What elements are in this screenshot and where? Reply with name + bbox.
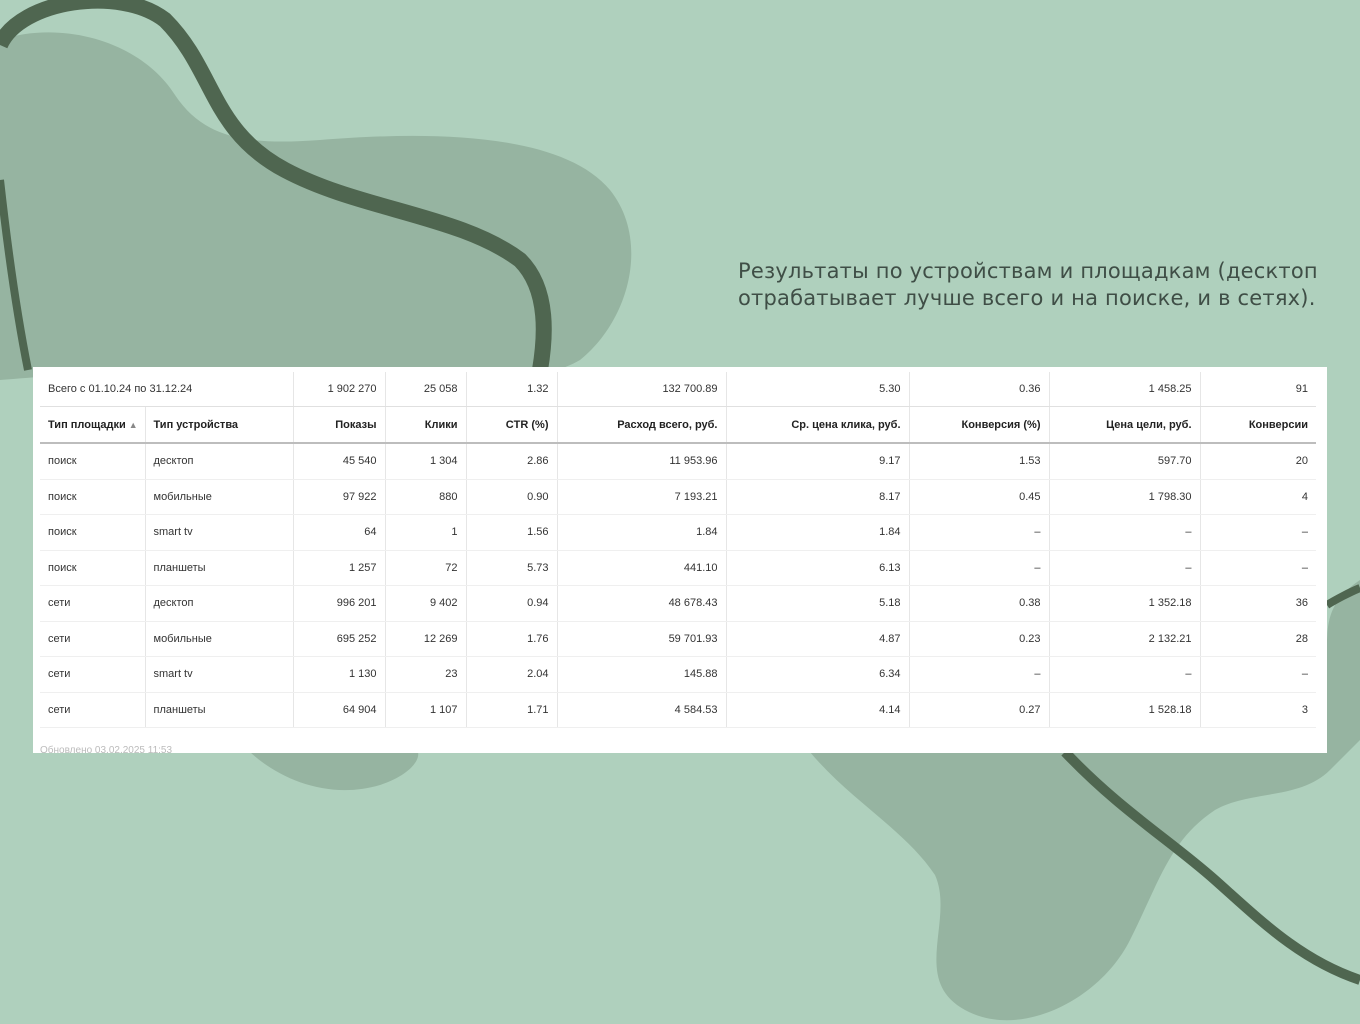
cell-goal-cost: 1 798.30 <box>1049 479 1200 515</box>
caption-line-2: отрабатывает лучше всего и на поиске, и в сетях). <box>738 286 1316 310</box>
cell-spend: 441.10 <box>557 550 726 586</box>
total-ctr: 1.32 <box>466 372 557 407</box>
cell-avg-cpc: 8.17 <box>726 479 909 515</box>
cell-spend: 1.84 <box>557 515 726 551</box>
cell-conversion-rate: – <box>909 657 1049 693</box>
cell-conversions: 20 <box>1200 443 1316 479</box>
column-header-clicks[interactable]: Клики <box>385 407 466 444</box>
total-clicks: 25 058 <box>385 372 466 407</box>
cell-platform-type: сети <box>40 586 145 622</box>
updated-note: Обновлено 03.02.2025 11:53 <box>40 745 173 753</box>
cell-impressions: 64 <box>293 515 385 551</box>
cell-clicks: 12 269 <box>385 621 466 657</box>
cell-device-type: десктоп <box>145 586 293 622</box>
cell-ctr: 1.56 <box>466 515 557 551</box>
cell-platform-type: поиск <box>40 479 145 515</box>
report-table <box>40 372 1316 728</box>
totals-label: Всего с 01.10.24 по 31.12.24 <box>40 372 293 407</box>
column-header-ctr[interactable]: CTR (%) <box>466 407 557 444</box>
cell-goal-cost: 1 528.18 <box>1049 692 1200 728</box>
table-row <box>40 621 1316 657</box>
cell-avg-cpc: 4.87 <box>726 621 909 657</box>
cell-spend: 48 678.43 <box>557 586 726 622</box>
cell-impressions: 97 922 <box>293 479 385 515</box>
cell-avg-cpc: 6.13 <box>726 550 909 586</box>
cell-impressions: 996 201 <box>293 586 385 622</box>
cell-avg-cpc: 6.34 <box>726 657 909 693</box>
cell-device-type: smart tv <box>145 657 293 693</box>
cell-clicks: 1 304 <box>385 443 466 479</box>
column-header-avg-cpc[interactable]: Ср. цена клика, руб. <box>726 407 909 444</box>
cell-impressions: 45 540 <box>293 443 385 479</box>
cell-device-type: десктоп <box>145 443 293 479</box>
table-row <box>40 479 1316 515</box>
table-row <box>40 515 1316 551</box>
total-conversions: 91 <box>1200 372 1316 407</box>
cell-clicks: 880 <box>385 479 466 515</box>
cell-conversions: – <box>1200 515 1316 551</box>
total-avg-cpc: 5.30 <box>726 372 909 407</box>
cell-conversion-rate: – <box>909 515 1049 551</box>
cell-conversions: – <box>1200 657 1316 693</box>
cell-goal-cost: 2 132.21 <box>1049 621 1200 657</box>
caption-line-1: Результаты по устройствам и площадкам (десктоп <box>738 259 1318 283</box>
cell-device-type: планшеты <box>145 550 293 586</box>
cell-platform-type: поиск <box>40 443 145 479</box>
cell-spend: 11 953.96 <box>557 443 726 479</box>
table-row <box>40 443 1316 479</box>
cell-spend: 59 701.93 <box>557 621 726 657</box>
cell-impressions: 695 252 <box>293 621 385 657</box>
cell-ctr: 0.90 <box>466 479 557 515</box>
table-row <box>40 586 1316 622</box>
cell-impressions: 64 904 <box>293 692 385 728</box>
cell-device-type: мобильные <box>145 479 293 515</box>
cell-goal-cost: 1 352.18 <box>1049 586 1200 622</box>
column-header-impressions[interactable]: Показы <box>293 407 385 444</box>
cell-spend: 145.88 <box>557 657 726 693</box>
cell-platform-type: сети <box>40 657 145 693</box>
cell-clicks: 23 <box>385 657 466 693</box>
caption <box>738 258 1338 312</box>
column-header-spend[interactable]: Расход всего, руб. <box>557 407 726 444</box>
cell-impressions: 1 257 <box>293 550 385 586</box>
cell-platform-type: сети <box>40 692 145 728</box>
cell-avg-cpc: 1.84 <box>726 515 909 551</box>
cell-conversion-rate: 0.23 <box>909 621 1049 657</box>
sort-ascending-icon: ▲ <box>128 419 138 430</box>
total-spend: 132 700.89 <box>557 372 726 407</box>
cell-device-type: планшеты <box>145 692 293 728</box>
cell-platform-type: поиск <box>40 515 145 551</box>
column-header-goal-cost[interactable]: Цена цели, руб. <box>1049 407 1200 444</box>
cell-clicks: 1 107 <box>385 692 466 728</box>
cell-spend: 4 584.53 <box>557 692 726 728</box>
cell-avg-cpc: 9.17 <box>726 443 909 479</box>
column-header-conversion-rate[interactable]: Конверсия (%) <box>909 407 1049 444</box>
header-row <box>40 407 1316 444</box>
cell-clicks: 1 <box>385 515 466 551</box>
cell-avg-cpc: 5.18 <box>726 586 909 622</box>
cell-goal-cost: 597.70 <box>1049 443 1200 479</box>
cell-conversions: 36 <box>1200 586 1316 622</box>
cell-conversion-rate: 0.27 <box>909 692 1049 728</box>
column-header-device-type[interactable]: Тип устройства <box>145 407 293 444</box>
cell-spend: 7 193.21 <box>557 479 726 515</box>
cell-conversions: 4 <box>1200 479 1316 515</box>
cell-conversion-rate: 1.53 <box>909 443 1049 479</box>
report-card <box>33 367 1327 753</box>
cell-conversion-rate: – <box>909 550 1049 586</box>
cell-conversion-rate: 0.45 <box>909 479 1049 515</box>
totals-row <box>40 372 1316 407</box>
total-impressions: 1 902 270 <box>293 372 385 407</box>
decor-blob-bottom-left <box>250 752 418 790</box>
column-header-platform-type[interactable]: Тип площадки ▲ <box>40 407 145 444</box>
cell-ctr: 2.86 <box>466 443 557 479</box>
cell-goal-cost: – <box>1049 657 1200 693</box>
table-row <box>40 657 1316 693</box>
table-row <box>40 692 1316 728</box>
cell-platform-type: сети <box>40 621 145 657</box>
cell-conversion-rate: 0.38 <box>909 586 1049 622</box>
cell-ctr: 5.73 <box>466 550 557 586</box>
table-body <box>40 443 1316 728</box>
cell-goal-cost: – <box>1049 515 1200 551</box>
cell-clicks: 9 402 <box>385 586 466 622</box>
cell-conversions: 28 <box>1200 621 1316 657</box>
cell-ctr: 2.04 <box>466 657 557 693</box>
cell-ctr: 1.71 <box>466 692 557 728</box>
cell-conversions: – <box>1200 550 1316 586</box>
cell-device-type: smart tv <box>145 515 293 551</box>
table-row <box>40 550 1316 586</box>
cell-clicks: 72 <box>385 550 466 586</box>
total-conversion-rate: 0.36 <box>909 372 1049 407</box>
cell-ctr: 1.76 <box>466 621 557 657</box>
cell-goal-cost: – <box>1049 550 1200 586</box>
cell-avg-cpc: 4.14 <box>726 692 909 728</box>
cell-conversions: 3 <box>1200 692 1316 728</box>
total-goal-cost: 1 458.25 <box>1049 372 1200 407</box>
cell-ctr: 0.94 <box>466 586 557 622</box>
column-header-conversions[interactable]: Конверсии <box>1200 407 1316 444</box>
cell-device-type: мобильные <box>145 621 293 657</box>
cell-impressions: 1 130 <box>293 657 385 693</box>
cell-platform-type: поиск <box>40 550 145 586</box>
